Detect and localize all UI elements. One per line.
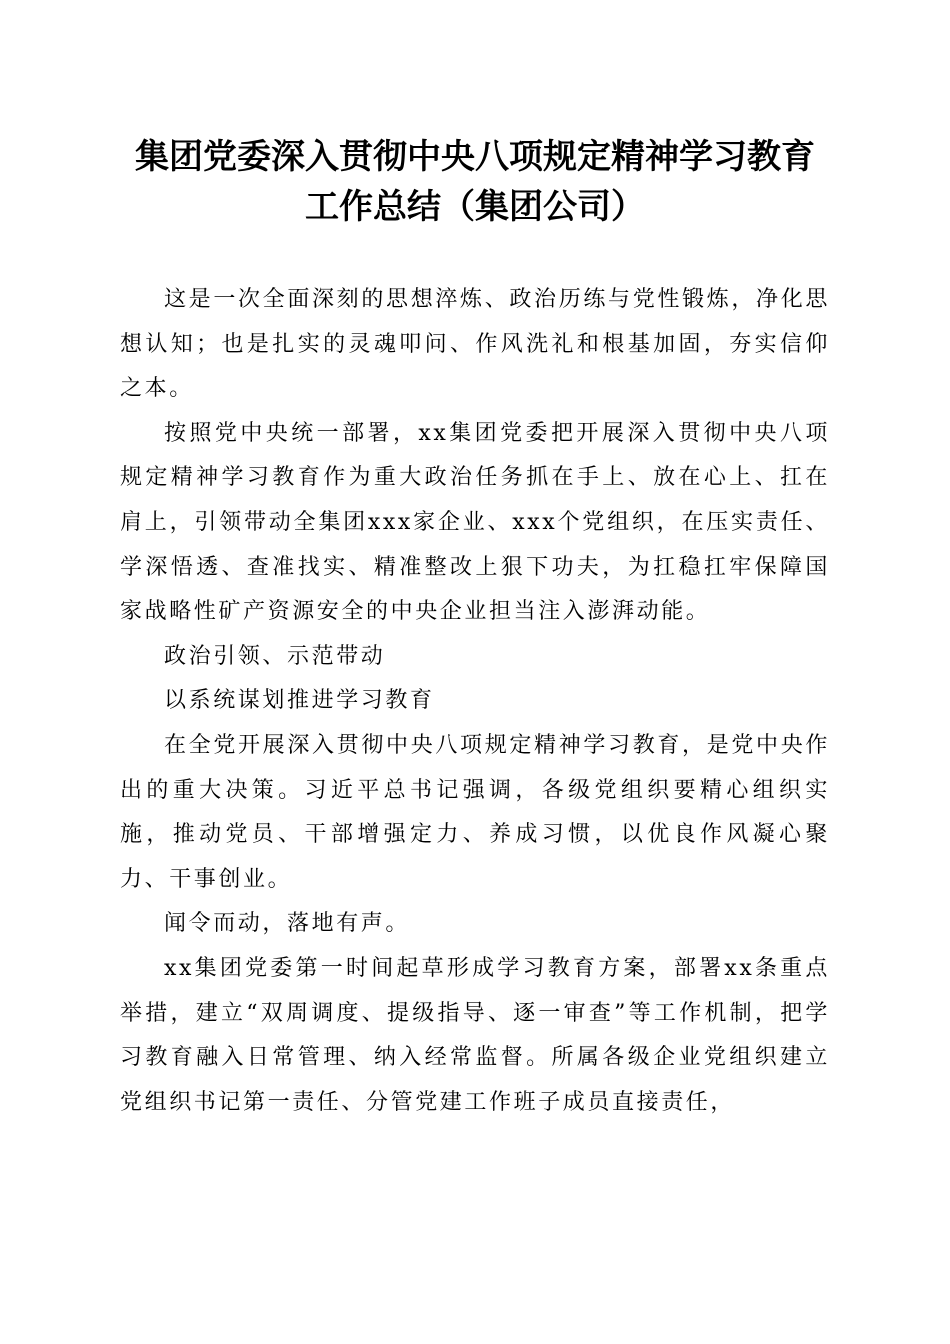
paragraph-deployment: 按照党中央统一部署，xx集团党委把开展深入贯彻中央八项规定精神学习教育作为重大政治任务抓在手上、放在心上、扛在肩上，引领带动全集团xxx家企业、xxx个党组织，在压实责任、学深悟透、查准找实、精准整改上狠下功夫，为扛稳扛牢保障国家战略性矿产资源安全的中央企业担当注入澎湃动能。 xyxy=(120,420,830,625)
document-title xyxy=(100,132,850,232)
paragraph-measures: xx集团党委第一时间起草形成学习教育方案，部署xx条重点举措，建立“双周调度、提级指导、逐一审查”等工作机制，把学习教育融入日常管理、纳入经常监督。所属各级企业党组织建立党组织书记第一责任、分管党建工作班子成员直接责任， xyxy=(120,955,830,1115)
document-body xyxy=(120,278,830,1125)
paragraph-decision: 在全党开展深入贯彻中央八项规定精神学习教育，是党中央作出的重大决策。习近平总书记强调，各级党组织要精心组织实施，推动党员、干部增强定力、养成习惯，以优良作风凝心聚力、干事创业。 xyxy=(120,732,830,892)
title-line-2: 工作总结（集团公司） xyxy=(305,187,645,227)
paragraph-short: 闻令而动，落地有声。 xyxy=(164,911,411,937)
subsection-heading: 以系统谋划推进学习教育 xyxy=(164,688,435,714)
paragraph-intro: 这是一次全面深刻的思想淬炼、政治历练与党性锻炼，净化思想认知；也是扎实的灵魂叩问、作风洗礼和根基加固，夯实信仰之本。 xyxy=(120,287,830,402)
section-heading: 政治引领、示范带动 xyxy=(164,643,386,669)
title-line-1: 集团党委深入贯彻中央八项规定精神学习教育 xyxy=(135,137,815,177)
